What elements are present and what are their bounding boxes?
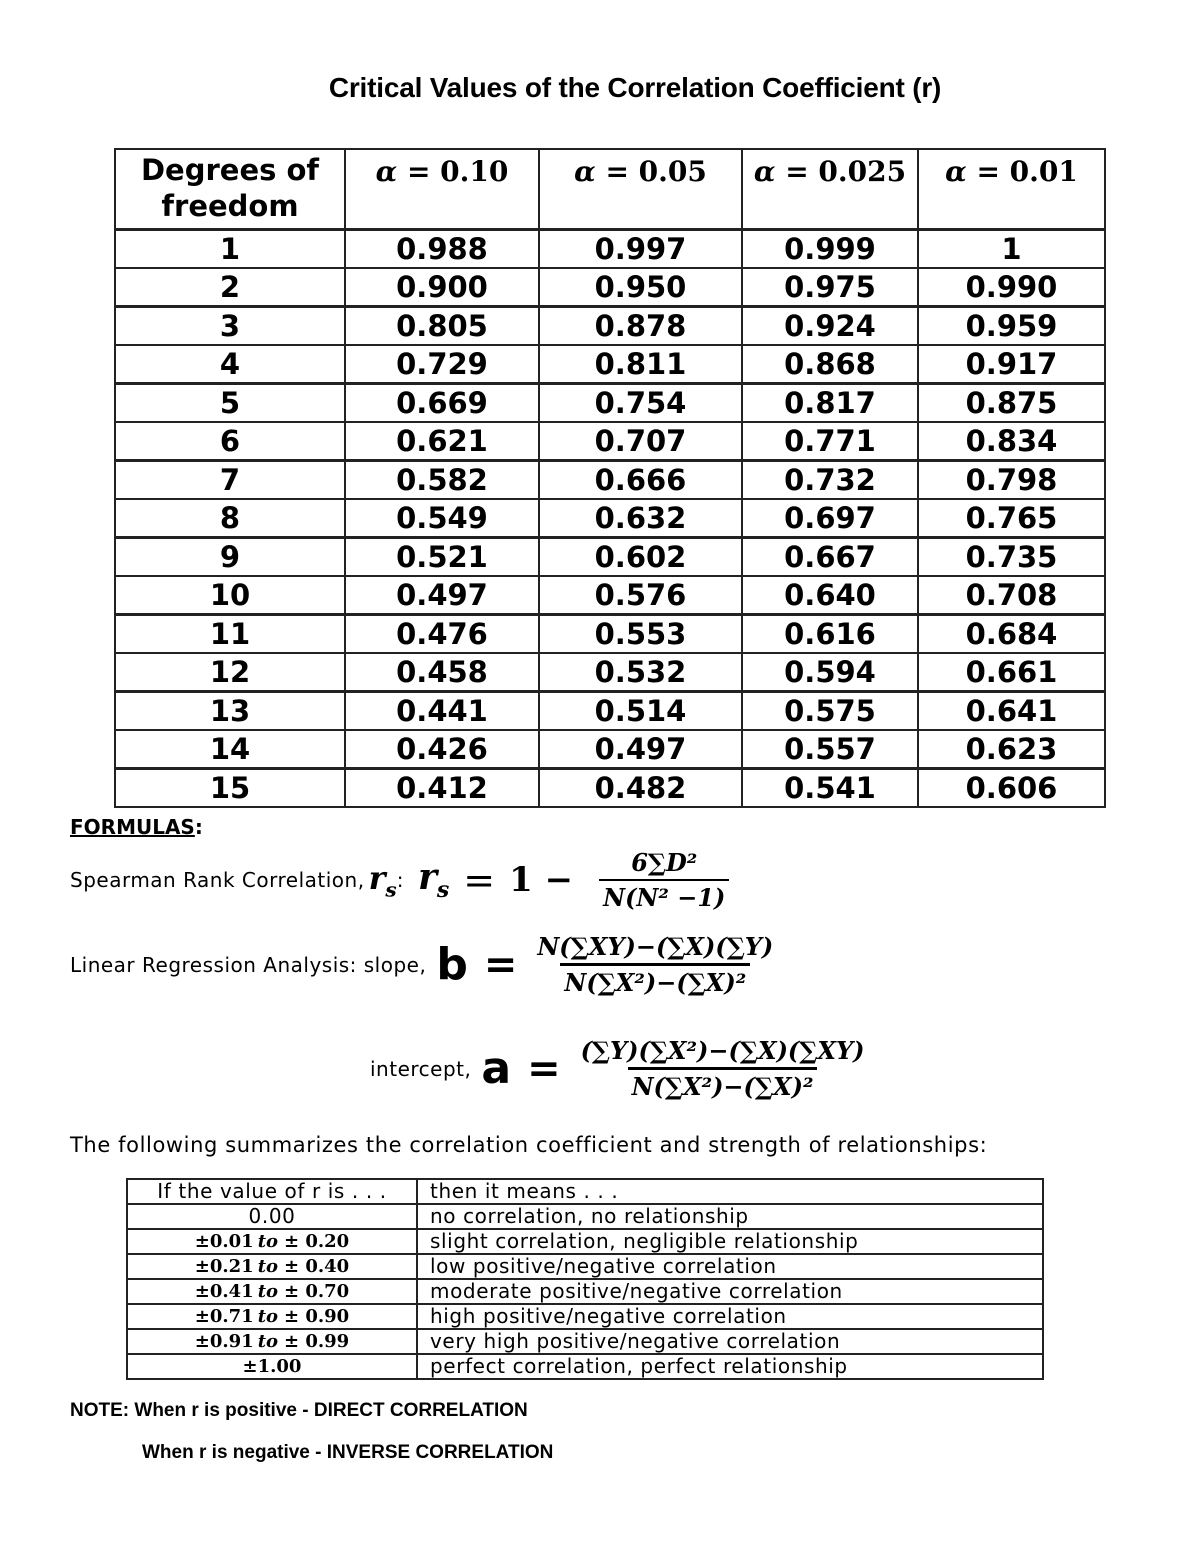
- range-end: ± 0.20: [284, 1231, 350, 1252]
- summary-row: [127, 1229, 1043, 1254]
- equals-sign: =: [463, 858, 496, 902]
- cell-critical-value: 0.708: [918, 576, 1105, 615]
- cell-critical-value: 0.735: [918, 538, 1105, 577]
- cell-r-range: [127, 1279, 417, 1304]
- table-row: [115, 730, 1105, 769]
- critical-values-body: [115, 230, 1105, 808]
- formulas-heading-text: FORMULAS: [70, 815, 195, 839]
- cell-critical-value: 0.811: [539, 345, 742, 384]
- cell-degrees-of-freedom: 13: [115, 692, 345, 731]
- summary-row: [127, 1304, 1043, 1329]
- cell-r-range: [127, 1304, 417, 1329]
- cell-critical-value: 0.661: [918, 653, 1105, 692]
- range-to: to: [257, 1281, 279, 1302]
- table-row: [115, 499, 1105, 538]
- cell-critical-value: 0.616: [742, 615, 918, 654]
- cell-critical-value: 0.553: [539, 615, 742, 654]
- formulas-heading-colon: :: [194, 815, 203, 839]
- summary-row: [127, 1354, 1043, 1379]
- cell-critical-value: 0.666: [539, 461, 742, 500]
- intercept-fraction: [577, 1036, 869, 1101]
- cell-critical-value: 0.606: [918, 769, 1105, 808]
- cell-critical-value: 0.924: [742, 307, 918, 346]
- cell-meaning: high positive/negative correlation: [417, 1304, 1043, 1329]
- summary-row: [127, 1254, 1043, 1279]
- spearman-lhs: [418, 856, 449, 903]
- cell-critical-value: 0.959: [918, 307, 1105, 346]
- cell-critical-value: 0.669: [345, 384, 539, 423]
- range-start: ±0.41: [194, 1281, 254, 1302]
- note-direct-correlation: NOTE: When r is positive - DIRECT CORRELATION: [70, 1400, 528, 1421]
- cell-critical-value: 0.426: [345, 730, 539, 769]
- cell-critical-value: 0.817: [742, 384, 918, 423]
- header-degrees-of-freedom: [115, 149, 345, 230]
- equals-sign: =: [483, 941, 518, 988]
- alpha-value: = 0.05: [605, 155, 707, 188]
- cell-critical-value: 0.878: [539, 307, 742, 346]
- range-start: ±0.91: [194, 1331, 254, 1352]
- intercept-label: intercept,: [370, 1056, 472, 1081]
- cell-critical-value: 0.549: [345, 499, 539, 538]
- summary-row: [127, 1329, 1043, 1354]
- cell-critical-value: 0.917: [918, 345, 1105, 384]
- table-row: [115, 230, 1105, 269]
- range-end: ± 0.70: [284, 1281, 350, 1302]
- cell-critical-value: 0.868: [742, 345, 918, 384]
- header-alpha-010: [345, 149, 539, 230]
- alpha-symbol: α: [945, 155, 967, 188]
- note-inverse-correlation: When r is negative - INVERSE CORRELATION: [142, 1442, 554, 1463]
- cell-degrees-of-freedom: 1: [115, 230, 345, 269]
- summary-header-value: If the value of r is . . .: [127, 1179, 417, 1204]
- header-alpha-0025: [742, 149, 918, 230]
- cell-critical-value: 0.900: [345, 268, 539, 307]
- cell-critical-value: 0.575: [742, 692, 918, 731]
- table-row: [115, 653, 1105, 692]
- cell-critical-value: 0.697: [742, 499, 918, 538]
- range-start: ±0.01: [194, 1231, 254, 1252]
- cell-critical-value: 0.514: [539, 692, 742, 731]
- spearman-colon: :: [396, 868, 404, 892]
- formulas-heading: [70, 815, 203, 839]
- cell-critical-value: 0.412: [345, 769, 539, 808]
- intercept-numerator: (∑Y)(∑X²)−(∑X)(∑XY): [580, 1036, 865, 1065]
- cell-critical-value: 0.641: [918, 692, 1105, 731]
- cell-critical-value: 0.458: [345, 653, 539, 692]
- alpha-value: = 0.025: [785, 155, 907, 188]
- cell-critical-value: 0.754: [539, 384, 742, 423]
- cell-degrees-of-freedom: 12: [115, 653, 345, 692]
- spearman-formula: [70, 848, 729, 912]
- spearman-sub: s: [385, 877, 397, 902]
- header-dof-line1: Degrees of: [140, 153, 320, 187]
- cell-critical-value: 0.707: [539, 422, 742, 461]
- spearman-one-minus: 1 −: [509, 860, 574, 900]
- alpha-value: = 0.10: [406, 155, 509, 188]
- table-row: [115, 307, 1105, 346]
- cell-critical-value: 0.632: [539, 499, 742, 538]
- cell-degrees-of-freedom: 7: [115, 461, 345, 500]
- range-end: ± 0.99: [284, 1331, 350, 1352]
- cell-critical-value: 0.482: [539, 769, 742, 808]
- critical-values-table: [114, 148, 1106, 808]
- cell-critical-value: 0.975: [742, 268, 918, 307]
- spearman-r: r: [368, 858, 386, 897]
- cell-r-range: [127, 1354, 417, 1379]
- cell-r-range: [127, 1204, 417, 1229]
- slope-formula: [70, 932, 777, 997]
- cell-degrees-of-freedom: 8: [115, 499, 345, 538]
- table-header-row: [115, 149, 1105, 230]
- cell-critical-value: 0.684: [918, 615, 1105, 654]
- cell-meaning: no correlation, no relationship: [417, 1204, 1043, 1229]
- range-to: to: [257, 1331, 279, 1352]
- cell-meaning: very high positive/negative correlation: [417, 1329, 1043, 1354]
- cell-critical-value: 0.582: [345, 461, 539, 500]
- slope-fraction: [533, 932, 777, 997]
- cell-critical-value: 0.988: [345, 230, 539, 269]
- cell-critical-value: 0.497: [539, 730, 742, 769]
- summary-header-meaning: then it means . . .: [417, 1179, 1043, 1204]
- spearman-symbol: [369, 859, 397, 901]
- range-start: ±0.71: [194, 1306, 254, 1327]
- spearman-lhs-r: r: [417, 856, 437, 899]
- slope-symbol: b: [436, 939, 468, 990]
- summary-row: [127, 1279, 1043, 1304]
- alpha-symbol: α: [574, 155, 596, 188]
- slope-denominator: N(∑X²)−(∑X)²: [560, 963, 750, 997]
- intercept-formula: [370, 1036, 868, 1101]
- alpha-symbol: α: [375, 155, 398, 188]
- cell-degrees-of-freedom: 3: [115, 307, 345, 346]
- cell-meaning: slight correlation, negligible relationship: [417, 1229, 1043, 1254]
- cell-degrees-of-freedom: 9: [115, 538, 345, 577]
- cell-critical-value: 0.441: [345, 692, 539, 731]
- spearman-fraction: [599, 848, 729, 912]
- table-row: [115, 615, 1105, 654]
- summary-row: [127, 1204, 1043, 1229]
- table-row: [115, 769, 1105, 808]
- cell-critical-value: 0.497: [345, 576, 539, 615]
- cell-critical-value: 0.732: [742, 461, 918, 500]
- page-title: Critical Values of the Correlation Coefficient (r): [328, 72, 942, 103]
- summary-header-row: [127, 1179, 1043, 1204]
- spearman-label: Spearman Rank Correlation,: [70, 868, 365, 892]
- range-to: to: [257, 1306, 279, 1327]
- cell-critical-value: 0.594: [742, 653, 918, 692]
- range-to: to: [257, 1231, 279, 1252]
- spearman-denominator: N(N² −1): [599, 879, 729, 912]
- cell-degrees-of-freedom: 5: [115, 384, 345, 423]
- cell-critical-value: 0.798: [918, 461, 1105, 500]
- alpha-value: = 0.01: [976, 155, 1078, 188]
- table-row: [115, 422, 1105, 461]
- cell-critical-value: 1: [918, 230, 1105, 269]
- cell-degrees-of-freedom: 4: [115, 345, 345, 384]
- range-to: to: [257, 1256, 279, 1277]
- table-row: [115, 461, 1105, 500]
- cell-critical-value: 0.997: [539, 230, 742, 269]
- range-start: ±0.21: [194, 1256, 254, 1277]
- slope-numerator: N(∑XY)−(∑X)(∑Y): [537, 932, 774, 961]
- summary-intro: The following summarizes the correlation coefficient and strength of relationships:: [70, 1133, 988, 1157]
- strength-summary-table: [126, 1178, 1044, 1380]
- cell-critical-value: 0.602: [539, 538, 742, 577]
- cell-critical-value: 0.729: [345, 345, 539, 384]
- cell-meaning: low positive/negative correlation: [417, 1254, 1043, 1279]
- intercept-symbol: a: [481, 1043, 512, 1094]
- cell-degrees-of-freedom: 15: [115, 769, 345, 808]
- range-end: ± 0.90: [284, 1306, 350, 1327]
- cell-meaning: perfect correlation, perfect relationship: [417, 1354, 1043, 1379]
- cell-degrees-of-freedom: 11: [115, 615, 345, 654]
- cell-degrees-of-freedom: 10: [115, 576, 345, 615]
- cell-degrees-of-freedom: 14: [115, 730, 345, 769]
- cell-degrees-of-freedom: 2: [115, 268, 345, 307]
- equals-sign: =: [527, 1045, 561, 1092]
- cell-critical-value: 0.557: [742, 730, 918, 769]
- cell-critical-value: 0.990: [918, 268, 1105, 307]
- cell-critical-value: 0.621: [345, 422, 539, 461]
- cell-critical-value: 0.623: [918, 730, 1105, 769]
- cell-critical-value: 0.640: [742, 576, 918, 615]
- alpha-symbol: α: [753, 155, 776, 188]
- cell-critical-value: 0.521: [345, 538, 539, 577]
- strength-summary-body: [127, 1179, 1043, 1379]
- header-alpha-005: [539, 149, 742, 230]
- header-alpha-001: [918, 149, 1105, 230]
- cell-r-range: [127, 1329, 417, 1354]
- cell-critical-value: 0.532: [539, 653, 742, 692]
- cell-degrees-of-freedom: 6: [115, 422, 345, 461]
- cell-meaning: moderate positive/negative correlation: [417, 1279, 1043, 1304]
- table-row: [115, 538, 1105, 577]
- intercept-denominator: N(∑X²)−(∑X)²: [628, 1067, 818, 1101]
- cell-critical-value: 0.765: [918, 499, 1105, 538]
- spearman-numerator: 6∑D²: [631, 848, 698, 877]
- cell-critical-value: 0.805: [345, 307, 539, 346]
- cell-critical-value: 0.476: [345, 615, 539, 654]
- table-row: [115, 345, 1105, 384]
- cell-r-range: [127, 1229, 417, 1254]
- cell-critical-value: 0.950: [539, 268, 742, 307]
- range-start: 0.00: [248, 1204, 296, 1228]
- header-dof-line2: freedom: [161, 189, 299, 223]
- cell-critical-value: 0.667: [742, 538, 918, 577]
- table-row: [115, 576, 1105, 615]
- cell-critical-value: 0.541: [742, 769, 918, 808]
- table-row: [115, 692, 1105, 731]
- slope-label: Linear Regression Analysis: slope,: [70, 952, 427, 977]
- cell-critical-value: 0.834: [918, 422, 1105, 461]
- cell-critical-value: 0.576: [539, 576, 742, 615]
- spearman-lhs-sub: s: [436, 877, 450, 904]
- cell-critical-value: 0.875: [918, 384, 1105, 423]
- cell-r-range: [127, 1254, 417, 1279]
- cell-critical-value: 0.771: [742, 422, 918, 461]
- cell-critical-value: 0.999: [742, 230, 918, 269]
- range-end: ± 0.40: [284, 1256, 350, 1277]
- range-start: ±1.00: [242, 1356, 302, 1377]
- table-row: [115, 384, 1105, 423]
- table-row: [115, 268, 1105, 307]
